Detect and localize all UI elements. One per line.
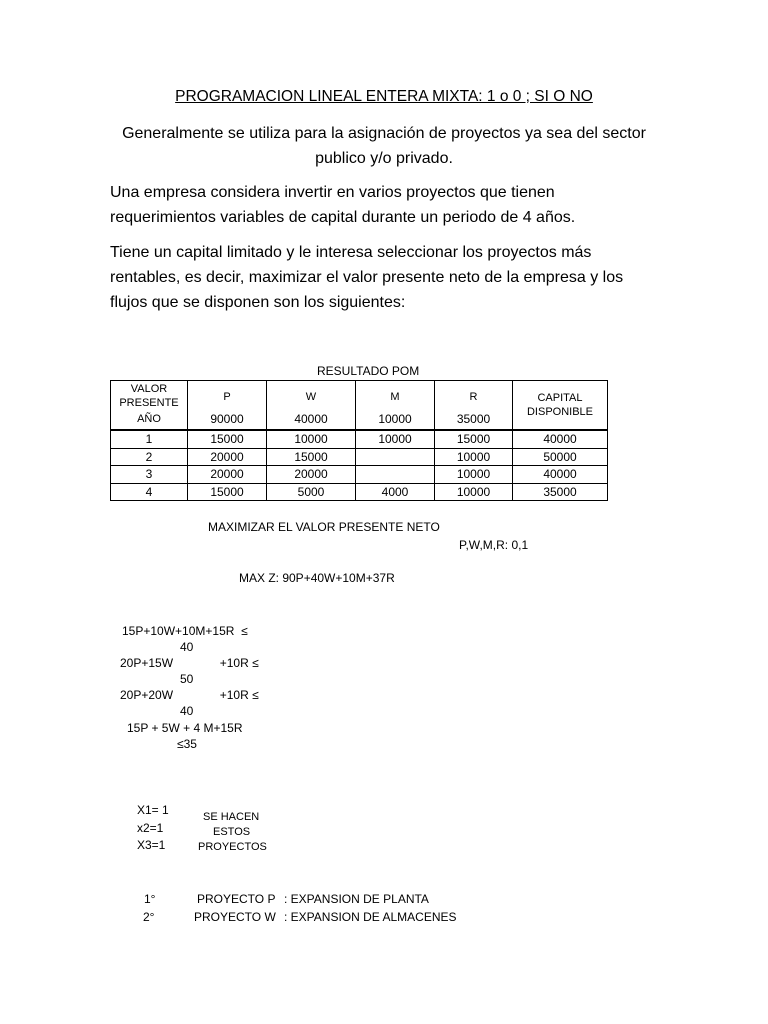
paragraph-1-line-2: requerimientos variables de capital durante un periodo de 4 años. — [110, 209, 576, 226]
capital-header — [513, 381, 608, 431]
column-name: W — [305, 391, 317, 403]
column-header-w — [267, 381, 356, 431]
column-header-m — [356, 381, 435, 431]
objective-heading: MAXIMIZAR EL VALOR PRESENTE NETO — [208, 520, 440, 534]
p-cell: 15000 — [188, 483, 267, 501]
corner-header-cell — [111, 381, 188, 431]
table-row — [111, 430, 608, 448]
column-header-r — [435, 381, 513, 431]
column-name: R — [469, 391, 478, 403]
capital-cell: 35000 — [513, 483, 608, 501]
r-cell: 10000 — [435, 448, 513, 466]
w-cell: 5000 — [267, 483, 356, 501]
corner-label-2: PRESENTE — [119, 397, 179, 409]
constraint-1-lhs: 15P+10W+10M+15R ≤ — [122, 624, 248, 638]
project-2-desc: : EXPANSION DE ALMACENES — [284, 910, 457, 924]
table-caption: RESULTADO POM — [317, 364, 420, 378]
capital-cell: 50000 — [513, 448, 608, 466]
project-2-rank: 2° — [143, 910, 155, 924]
solution-note-2: ESTOS — [213, 826, 251, 838]
constraint-3-rhs: 40 — [180, 704, 194, 718]
year-header: AÑO — [137, 413, 161, 425]
table-row — [111, 448, 608, 466]
r-cell: 10000 — [435, 483, 513, 501]
present-value: 90000 — [210, 412, 244, 426]
solution-var-2: x2=1 — [137, 821, 164, 835]
constraint-3-lhs: 20P+20W +10R ≤ — [120, 688, 259, 702]
w-cell: 15000 — [267, 448, 356, 466]
r-cell: 10000 — [435, 466, 513, 484]
solution-var-1: X1= 1 — [137, 803, 169, 817]
constraint-4-lhs: 15P + 5W + 4 M+15R — [127, 721, 243, 735]
present-value: 40000 — [294, 412, 328, 426]
intro-line-2: publico y/o privado. — [315, 150, 453, 167]
capital-cell: 40000 — [513, 430, 608, 448]
paragraph-1-line-1: Una empresa considera invertir en varios proyectos que tienen — [110, 184, 555, 201]
constraint-2-rhs: 50 — [180, 672, 194, 686]
p-cell: 20000 — [188, 466, 267, 484]
year-cell: 4 — [111, 483, 188, 501]
project-1-desc: : EXPANSION DE PLANTA — [284, 892, 429, 906]
paragraph-2-line-3: flujos que se disponen son los siguientes: — [110, 294, 406, 311]
constraint-1-rhs: 40 — [180, 640, 194, 654]
p-cell: 20000 — [188, 448, 267, 466]
solution-note-1: SE HACEN — [203, 811, 260, 823]
m-cell — [356, 448, 435, 466]
capital-cell: 40000 — [513, 466, 608, 484]
year-cell: 1 — [111, 430, 188, 448]
project-1-name: PROYECTO P — [197, 892, 276, 906]
w-cell: 10000 — [267, 430, 356, 448]
year-cell: 3 — [111, 466, 188, 484]
column-name: P — [223, 391, 231, 403]
p-cell: 15000 — [188, 430, 267, 448]
w-cell: 20000 — [267, 466, 356, 484]
project-1-rank: 1° — [144, 892, 156, 906]
table-row — [111, 466, 608, 484]
present-value: 10000 — [378, 412, 412, 426]
m-cell — [356, 466, 435, 484]
paragraph-2-line-1: Tiene un capital limitado y le interesa seleccionar los proyectos más — [110, 244, 592, 261]
capital-label-2: DISPONIBLE — [526, 406, 594, 418]
table-header-row — [111, 381, 608, 431]
solution-var-3: X3=1 — [137, 838, 166, 852]
variable-domain: P,W,M,R: 0,1 — [459, 538, 529, 552]
paragraph-2-line-2: rentables, es decir, maximizar el valor presente neto de la empresa y los — [110, 269, 624, 286]
column-name: M — [390, 391, 400, 403]
constraint-4-rhs: ≤35 — [177, 737, 197, 751]
solution-note-3: PROYECTOS — [198, 841, 267, 853]
capital-table — [110, 380, 608, 501]
corner-label-1: VALOR — [130, 383, 168, 395]
year-cell: 2 — [111, 448, 188, 466]
capital-label-1: CAPITAL — [537, 392, 583, 404]
column-header-p — [188, 381, 267, 431]
constraint-2-lhs: 20P+15W +10R ≤ — [120, 656, 259, 670]
r-cell: 15000 — [435, 430, 513, 448]
m-cell: 10000 — [356, 430, 435, 448]
present-value: 35000 — [456, 412, 491, 426]
project-2-name: PROYECTO W — [194, 910, 276, 924]
m-cell: 4000 — [356, 483, 435, 501]
intro-line-1: Generalmente se utiliza para la asignación de proyectos ya sea del sector — [122, 125, 646, 142]
table-row — [111, 483, 608, 501]
objective-function: MAX Z: 90P+40W+10M+37R — [239, 571, 395, 585]
document-title: PROGRAMACION LINEAL ENTERA MIXTA: 1 o 0 ; SI O NO — [175, 88, 593, 105]
